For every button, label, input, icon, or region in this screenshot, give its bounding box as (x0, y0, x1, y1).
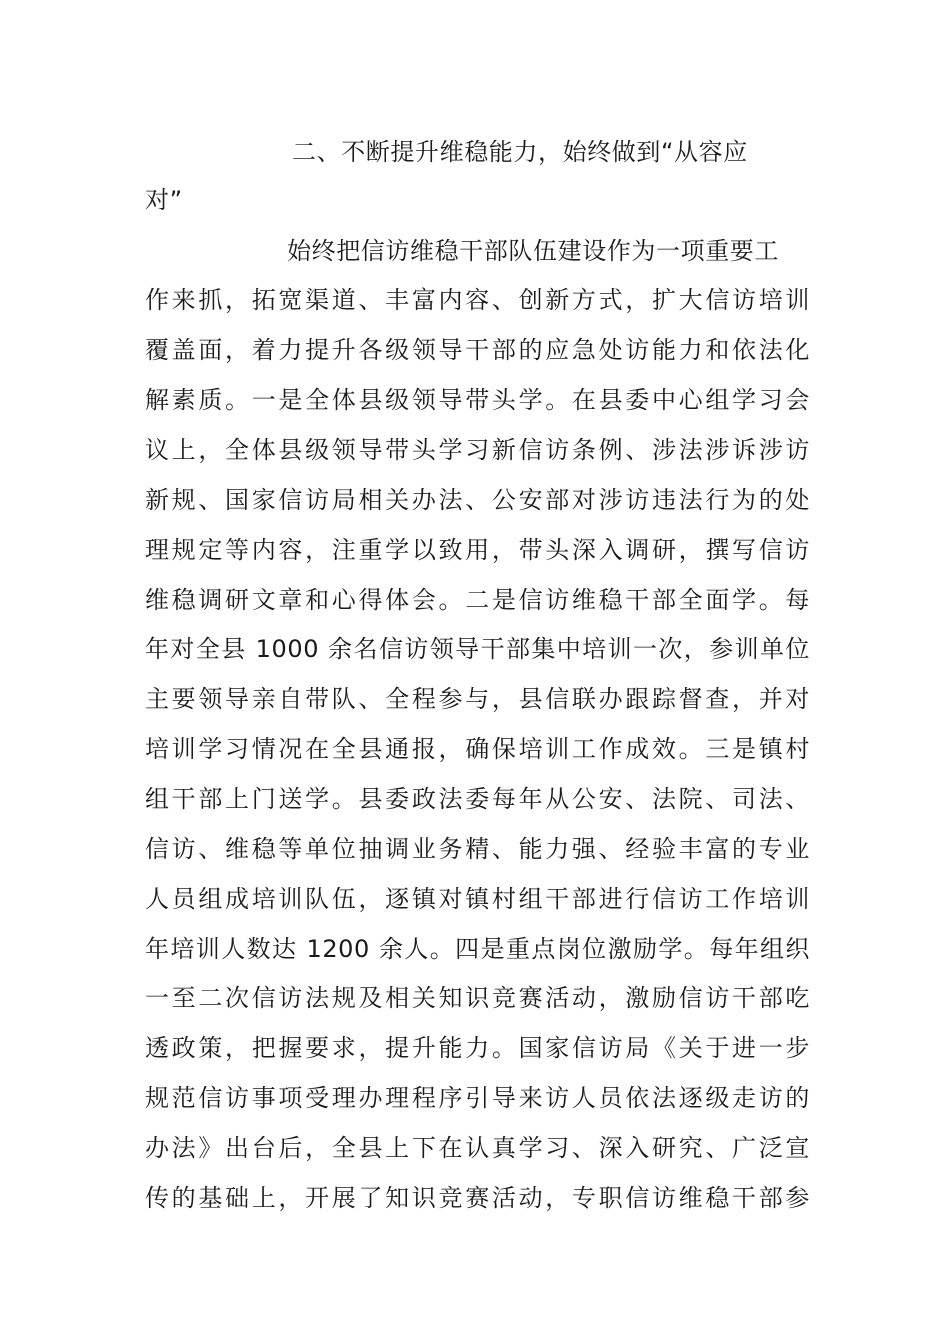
paragraph-line: 解素质。一是全体县级领导带头学。在县委中心组学习会 (145, 386, 810, 414)
paragraph-line: 维稳调研文章和心得体会。二是信访维稳干部全面学。每 (145, 586, 810, 614)
paragraph-line: 作来抓，拓宽渠道、丰富内容、创新方式，扩大信访培训 (145, 286, 810, 314)
paragraph-line: 年培训人数达 1200 余人。四是重点岗位激励学。每年组织 (145, 935, 810, 963)
section-heading-line-1: 二、不断提升维稳能力，始终做到“从容应 (292, 138, 748, 166)
paragraph-line: 人员组成培训队伍，逐镇对镇村组干部进行信访工作培训 (145, 885, 810, 913)
paragraph-line: 年对全县 1000 余名信访领导干部集中培训一次，参训单位 (145, 635, 810, 663)
section-heading-line-2: 对” (145, 186, 183, 214)
paragraph-line: 新规、国家信访局相关办法、公安部对涉访违法行为的处 (145, 486, 810, 514)
paragraph-line: 传的基础上，开展了知识竞赛活动，专职信访维稳干部参 (145, 1184, 810, 1212)
paragraph-line: 规范信访事项受理办理程序引导来访人员依法逐级走访的 (145, 1084, 810, 1112)
paragraph-line: 组干部上门送学。县委政法委每年从公安、法院、司法、 (145, 785, 810, 813)
paragraph-line: 一至二次信访法规及相关知识竞赛活动，激励信访干部吃 (145, 984, 810, 1012)
paragraph-line: 始终把信访维稳干部队伍建设作为一项重要工 (287, 237, 779, 265)
paragraph-line: 理规定等内容，注重学以致用，带头深入调研，撰写信访 (145, 536, 810, 564)
paragraph-line: 透政策，把握要求，提升能力。国家信访局《关于进一步 (145, 1034, 810, 1062)
paragraph-line: 议上，全体县级领导带头学习新信访条例、涉法涉诉涉访 (145, 436, 810, 464)
paragraph-line: 培训学习情况在全县通报，确保培训工作成效。三是镇村 (145, 735, 810, 763)
paragraph-line: 覆盖面，着力提升各级领导干部的应急处访能力和依法化 (145, 336, 810, 364)
paragraph-line: 办法》出台后，全县上下在认真学习、深入研究、广泛宣 (145, 1134, 810, 1162)
paragraph-line: 信访、维稳等单位抽调业务精、能力强、经验丰富的专业 (145, 835, 810, 863)
paragraph-line: 主要领导亲自带队、全程参与，县信联办跟踪督查，并对 (145, 685, 810, 713)
